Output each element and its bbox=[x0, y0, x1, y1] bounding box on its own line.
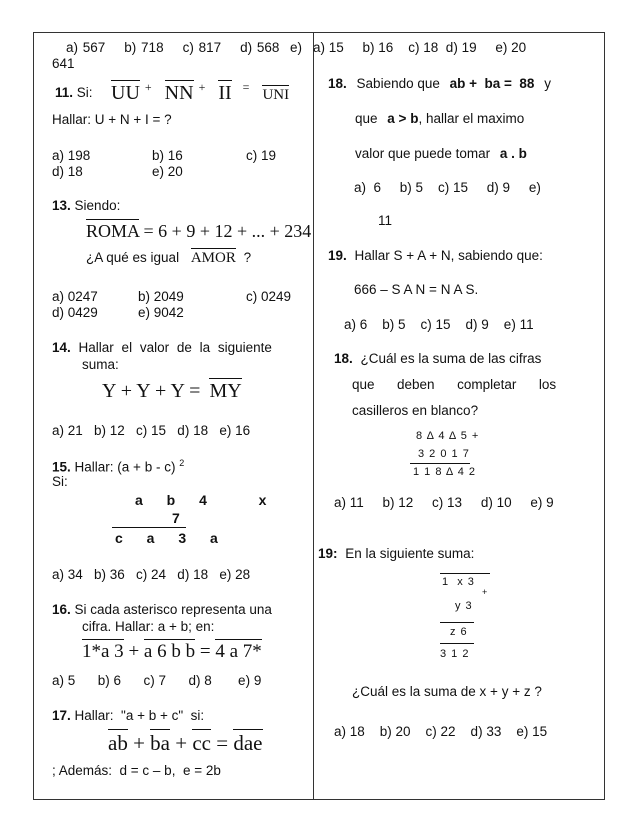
top-options-left bbox=[66, 40, 294, 55]
q19b-line-3 bbox=[440, 643, 474, 644]
q14-equation: Y + Y + Y = MY bbox=[102, 380, 242, 402]
q18a-line-1: 18. Sabiendo que ab + ba = 88 y bbox=[328, 76, 551, 91]
q11-option-a: a) 198 bbox=[52, 148, 91, 163]
q19b-row-4: 3 1 2 bbox=[440, 648, 470, 660]
term-ii: II bbox=[218, 81, 232, 104]
q18a-option-e-value: 11 bbox=[378, 213, 393, 228]
q19a-options: a) 6 b) 5 c) 15 d) 9 e) 11 bbox=[344, 317, 534, 332]
q19b-row-2: y 3 bbox=[455, 600, 473, 612]
q11-equation: UU + NN + II = UNI bbox=[111, 80, 290, 104]
option-e-left: e) bbox=[290, 40, 303, 55]
q19b-options: a) 18 b) 20 c) 22 d) 33 e) 15 bbox=[334, 724, 548, 739]
q19b-text: 19: En la siguiente suma: bbox=[318, 546, 475, 561]
q19b-row-1: 1 x 3 bbox=[442, 576, 475, 588]
q17-text: 17. Hallar: "a + b + c" si: bbox=[52, 708, 205, 723]
q19a-text: 19. Hallar S + A + N, sabiendo que: bbox=[328, 248, 543, 263]
q18b-text-3: casilleros en blanco? bbox=[352, 403, 479, 418]
q13-option-c: c) 0249 bbox=[246, 289, 292, 304]
q18b-row-1: 8 Δ 4 Δ 5 + bbox=[416, 430, 480, 442]
q19b-ask: ¿Cuál es la suma de x + y + z ? bbox=[352, 684, 542, 699]
q13-header: 13. Siendo: bbox=[52, 198, 121, 213]
column-divider bbox=[313, 32, 314, 800]
term-cc: cc bbox=[192, 731, 211, 755]
term-uu: UU bbox=[111, 81, 140, 104]
q17-equation: ab + ba + cc = dae bbox=[108, 731, 263, 755]
term-nn: NN bbox=[164, 81, 194, 104]
q13-option-d: d) 0429 bbox=[52, 305, 98, 320]
term-dae: dae bbox=[233, 731, 263, 755]
q15-row-3: c a 3 a bbox=[115, 530, 228, 546]
q15-sum-line bbox=[112, 527, 186, 528]
top-options-right: a) 15 b) 16 c) 18 d) 19 e) 20 bbox=[313, 40, 527, 55]
q15-options: a) 34 b) 36 c) 24 d) 18 e) 28 bbox=[52, 567, 251, 582]
q16-equation: 1*a 3 + a 6 b b = 4 a 7* bbox=[82, 641, 262, 662]
q11-option-b: b) 16 bbox=[152, 148, 183, 163]
term-my: MY bbox=[209, 380, 242, 402]
option-a: a) 567 bbox=[66, 40, 106, 55]
q18b-row-2: 3 2 0 1 7 bbox=[418, 448, 470, 460]
term-uni: UNI bbox=[262, 86, 290, 103]
q16-text: 16. Si cada asterisco representa una bbox=[52, 602, 272, 617]
term-roma: ROMA bbox=[86, 221, 140, 241]
q18b-sum-line bbox=[410, 463, 470, 464]
term-ab: ab bbox=[108, 731, 128, 755]
q14-text: 14. Hallar el valor de la siguiente bbox=[52, 340, 272, 355]
q18b-options: a) 11 b) 12 c) 13 d) 10 e) 9 bbox=[334, 495, 554, 510]
term-4a7: 4 a 7* bbox=[215, 641, 262, 662]
q13-option-b: b) 2049 bbox=[138, 289, 184, 304]
q15-text: 15. Hallar: (a + b - c) $^2$ bbox=[52, 458, 185, 475]
q19b-row-3: z 6 bbox=[450, 626, 468, 638]
q11-ask: Hallar: U + N + I = ? bbox=[52, 112, 172, 127]
q13-option-e: e) 9042 bbox=[138, 305, 184, 320]
q19b-top-line bbox=[440, 573, 490, 574]
option-e-value: 641 bbox=[52, 56, 75, 71]
q11-option-d: d) 18 bbox=[52, 164, 83, 179]
option-d: d) 568 bbox=[240, 40, 280, 55]
q16-options: a) 5 b) 6 c) 7 d) 8 e) 9 bbox=[52, 673, 262, 688]
q11-header: 11. Si: bbox=[55, 85, 93, 100]
q14-text-2: suma: bbox=[82, 357, 119, 372]
q15-row-1: a b 4 x bbox=[135, 492, 277, 508]
option-c: c) 817 bbox=[182, 40, 222, 55]
q18b-text-1: 18. ¿Cuál es la suma de las cifras bbox=[334, 351, 542, 366]
q19a-equation: 666 – S A N = N A S. bbox=[354, 282, 479, 297]
q19b-plus: + bbox=[482, 587, 488, 597]
q17-condition: ; Además: d = c – b, e = 2b bbox=[52, 763, 221, 778]
q18b-text-2: que deben completar los bbox=[352, 377, 557, 392]
option-b: b) 718 bbox=[124, 40, 164, 55]
q13-series: ROMA = 6 + 9 + 12 + ... + 234 bbox=[86, 221, 312, 241]
q18a-line-3: valor que puede tomar a . b bbox=[355, 146, 527, 161]
q13-ask: ¿A qué es igual AMOR ? bbox=[86, 250, 252, 266]
term-amor: AMOR bbox=[190, 250, 236, 266]
q16-text-2: cifra. Hallar: a + b; en: bbox=[82, 619, 215, 634]
q18b-row-3: 1 1 8 Δ 4 2 bbox=[413, 466, 477, 478]
q15-si: Si: bbox=[52, 474, 68, 489]
q11-option-e: e) 20 bbox=[152, 164, 183, 179]
q13-option-a: a) 0247 bbox=[52, 289, 98, 304]
q18a-options: a) 6 b) 5 c) 15 d) 9 e) bbox=[354, 180, 541, 195]
q19b-line-2 bbox=[440, 622, 474, 623]
term-ba: ba bbox=[150, 731, 170, 755]
term-a6bb: a 6 b b bbox=[143, 641, 196, 662]
q14-options: a) 21 b) 12 c) 15 d) 18 e) 16 bbox=[52, 423, 251, 438]
term-1a3: 1*a 3 bbox=[82, 641, 124, 662]
q15-row-2: 7 bbox=[172, 510, 190, 526]
q11-option-c: c) 19 bbox=[246, 148, 277, 163]
q18a-line-2: que a > b, hallar el maximo bbox=[355, 111, 525, 126]
